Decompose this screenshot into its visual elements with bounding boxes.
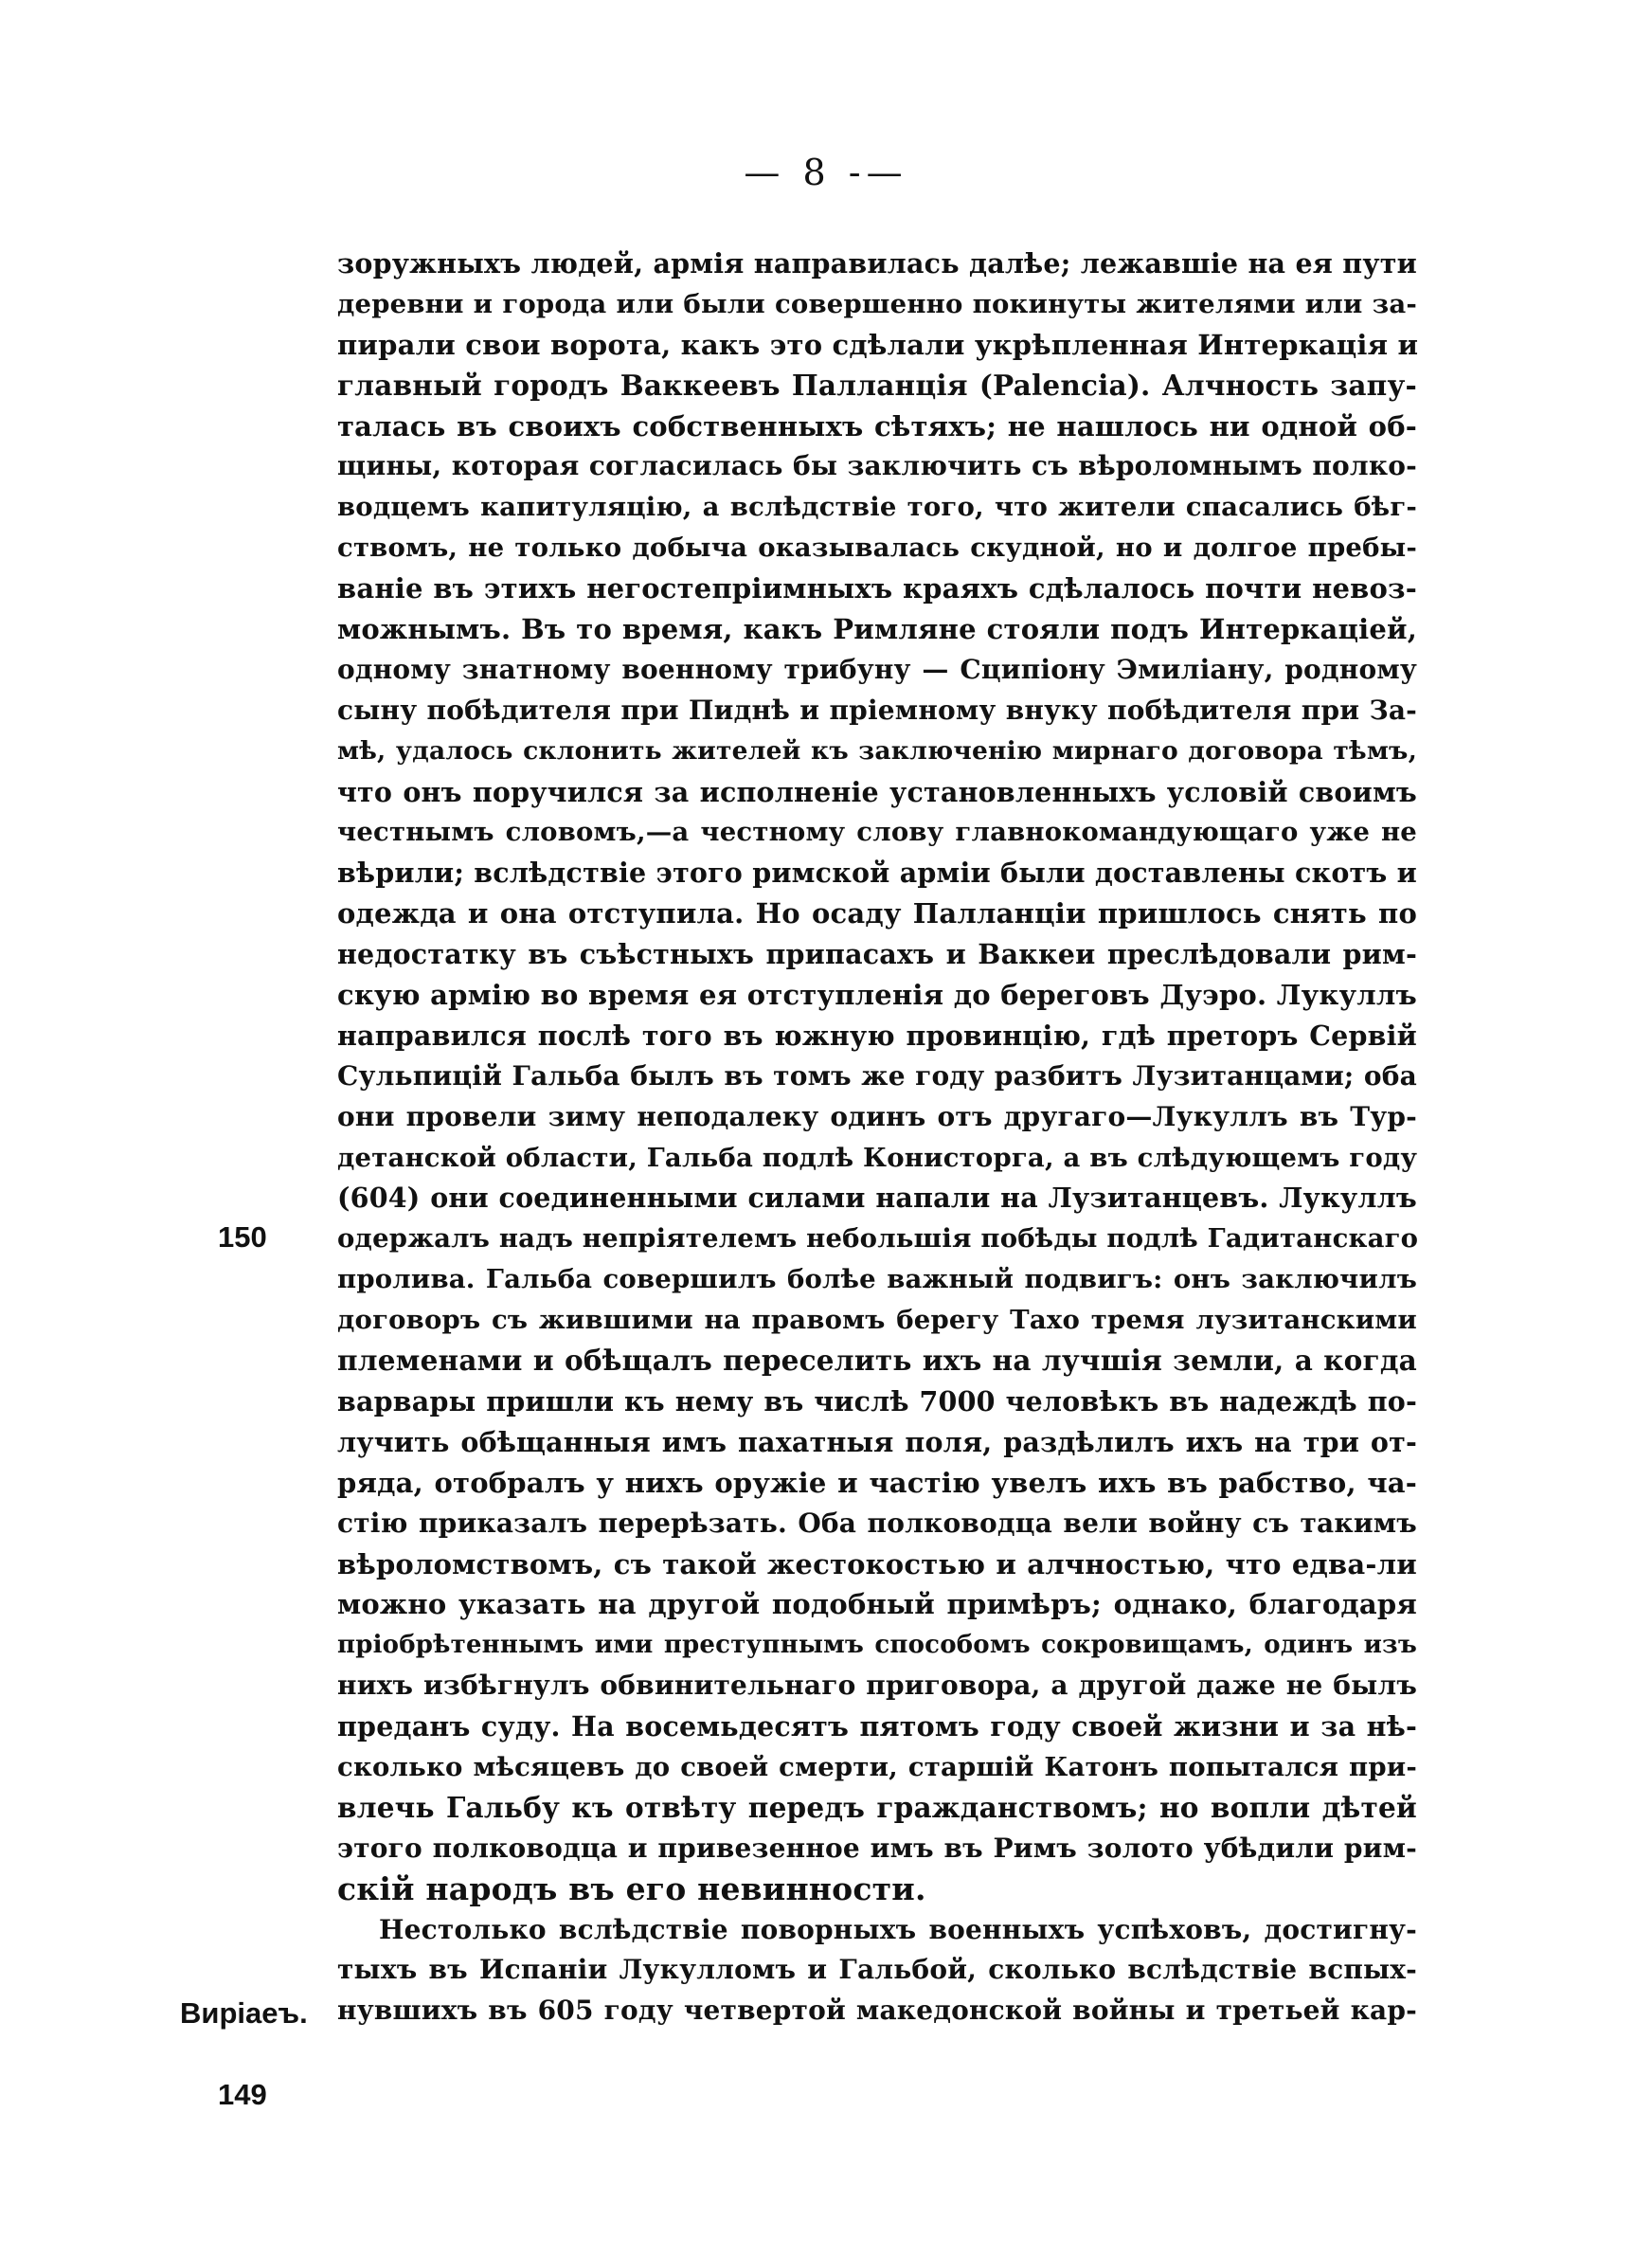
text-line: скую армію во время ея отступленія до береговъ Дуэро. Лукуллъ xyxy=(337,979,1417,1012)
text-line: нихъ избѣгнулъ обвинительнаго приговора, а другой даже не былъ xyxy=(337,1670,1417,1702)
text-line: вѣроломствомъ, съ такой жестокостью и алчностью, что едва-ли xyxy=(337,1547,1417,1580)
text-line: стію приказалъ перерѣзать. Оба полководца вели войну съ такимъ xyxy=(337,1507,1417,1539)
text-line: они провели зиму неподалеку одинъ отъ другаго—Лукуллъ въ Тур- xyxy=(337,1100,1417,1132)
text-line: детанской области, Гальба подлѣ Конисторга, а въ слѣдующемъ году xyxy=(337,1142,1418,1173)
text-line: главный городъ Ваккеевъ Палланція (Palencia). Алчность запу- xyxy=(337,368,1417,402)
text-line: сыну побѣдителя при Пиднѣ и пріемному внуку побѣдителя при За- xyxy=(337,694,1417,726)
text-line: направился послѣ того въ южную провинцію, гдѣ преторъ Сервій xyxy=(337,1019,1417,1052)
text-line: Сульпицій Гальба былъ въ томъ же году разбитъ Лузитанцами; оба xyxy=(337,1059,1417,1092)
text-line: лучить обѣщанныя имъ пахатныя поля, раздѣлилъ ихъ на три от- xyxy=(337,1425,1417,1458)
text-line: ваніе въ этихъ негостепріимныхъ краяхъ сдѣлалось почти невоз- xyxy=(337,572,1417,605)
text-line: щины, которая согласилась бы заключить съ вѣроломнымъ полко- xyxy=(337,450,1417,482)
text-line: зоружныхъ людей, армія направилась далѣе; лежавшіе на ея пути xyxy=(337,247,1417,280)
text-line: ряда, отобралъ у нихъ оружіе и частію увелъ ихъ въ рабство, ча- xyxy=(337,1466,1417,1499)
text-line: договоръ съ жившими на правомъ берегу Тахо тремя лузитанскими xyxy=(337,1305,1417,1336)
body-text xyxy=(337,244,1417,2031)
text-line: тыхъ въ Испаніи Лукулломъ и Гальбой, сколько вслѣдствіе вспых- xyxy=(337,1954,1417,1986)
text-line: вѣрили; вслѣдствіе этого римской арміи были доставлены скотъ и xyxy=(337,857,1417,890)
text-line: можнымъ. Въ то время, какъ Римляне стояли подъ Интеркаціей, xyxy=(337,613,1417,646)
text-line: водцемъ капитуляцію, а вслѣдствіе того, что жители спасались бѣг- xyxy=(337,492,1417,523)
text-line: талась въ своихъ собственныхъ сѣтяхъ; не нашлось ни одной об- xyxy=(337,409,1417,442)
text-line: преданъ суду. На восемьдесятъ пятомъ году своей жизни и за нѣ- xyxy=(337,1710,1417,1743)
margin-year-149: 149 xyxy=(218,2078,267,2111)
text-line: сколько мѣсяцевъ до своей смерти, старшій Катонъ попытался при- xyxy=(337,1751,1417,1782)
text-line: ствомъ, не только добыча оказывалась скудной, но и долгое пребы- xyxy=(337,533,1417,564)
text-line: что онъ поручился за исполненіе установленныхъ условій своимъ xyxy=(337,775,1417,808)
text-line: одному знатному военному трибуну — Сципіону Эмиліану, родному xyxy=(337,653,1417,685)
text-line: одержалъ надъ непріятелемъ небольшія побѣды подлѣ Гадитанскаго xyxy=(337,1223,1419,1255)
text-line: варвары пришли къ нему въ числѣ 7000 человѣкъ въ надеждѣ по- xyxy=(337,1384,1417,1417)
text-line: (604) они соединенными силами напали на Лузитанцевъ. Лукуллъ xyxy=(337,1182,1417,1215)
text-line: скій народъ въ его невинности. xyxy=(337,1869,926,1907)
margin-year-150: 150 xyxy=(218,1220,267,1254)
text-line: пирали свои ворота, какъ это сдѣлали укрѣпленная Интеркація и xyxy=(337,328,1419,361)
text-line: мѣ, удалось склонить жителей къ заключенію мирнаго договора тѣмъ, xyxy=(337,735,1417,766)
text-line: влечь Гальбу къ отвѣту передъ гражданствомъ; но вопли дѣтей xyxy=(337,1790,1417,1824)
margin-heading-viriath: Виріаеъ. xyxy=(180,1996,308,2030)
page-number: — 8 -— xyxy=(744,152,908,193)
text-line: можно указать на другой подобный примѣръ; однако, благодаря xyxy=(337,1588,1417,1621)
text-line: этого полководца и привезенное имъ въ Римъ золото убѣдили рим- xyxy=(337,1832,1417,1864)
text-line: племенами и обѣщалъ переселить ихъ на лучшія земли, а когда xyxy=(337,1344,1417,1378)
text-line: Нестолько вслѣдствіе поворныхъ военныхъ успѣховъ, достигну- xyxy=(379,1913,1417,1945)
text-line: деревни и города или были совершенно покинуты жителями или за- xyxy=(337,288,1417,319)
text-line: одежда и она отступила. Но осаду Палланціи пришлось снять по xyxy=(337,897,1417,930)
text-line: нувшихъ въ 605 году четвертой македонской войны и третьей кар- xyxy=(337,1995,1417,2027)
text-line: пролива. Гальба совершилъ болѣе важный подвигъ: онъ заключилъ xyxy=(337,1264,1417,1295)
text-line: честнымъ словомъ,—а честному слову главнокомандующаго уже не xyxy=(337,817,1417,848)
text-line: пріобрѣтеннымъ ими преступнымъ способомъ сокровищамъ, одинъ изъ xyxy=(337,1631,1417,1660)
text-line: недостатку въ съѣстныхъ припасахъ и Ваккеи преслѣдовали рим- xyxy=(337,938,1417,971)
